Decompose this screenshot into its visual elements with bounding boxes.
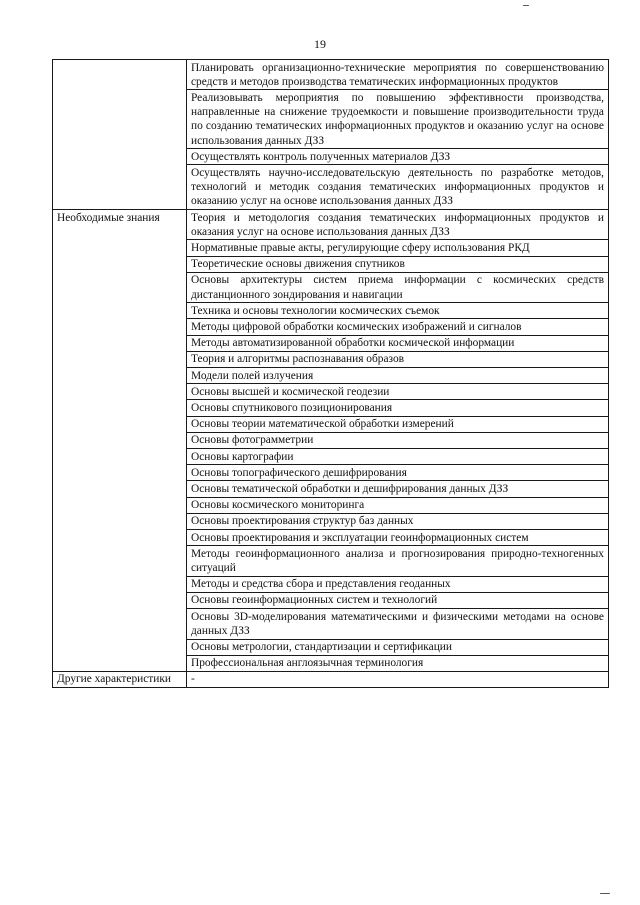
- empty-label-cell: [53, 60, 187, 210]
- qualification-table: [52, 59, 609, 688]
- knowledge-item: Основы фотограмметрии: [187, 432, 609, 448]
- knowledge-item: Основы высшей и космической геодезии: [187, 384, 609, 400]
- knowledge-item: Основы тематической обработки и дешифрирования данных ДЗЗ: [187, 481, 609, 497]
- task-item: Реализовывать мероприятия по повышению эффективности производства, направленные на снижение трудоемкости и повышение производительности труда по созданию тематических информационных продуктов и оказанию услуг на основе использования данных ДЗЗ: [187, 90, 609, 149]
- knowledge-item: Модели полей излучения: [187, 368, 609, 384]
- table-row: [53, 671, 609, 687]
- knowledge-item: Основы архитектуры систем приема информации с космических средств дистанционного зондирования и навигации: [187, 272, 609, 302]
- knowledge-item: Основы картографии: [187, 449, 609, 465]
- knowledge-item: Основы проектирования структур баз данных: [187, 513, 609, 529]
- knowledge-item: Теоретические основы движения спутников: [187, 256, 609, 272]
- other-value: -: [187, 671, 609, 687]
- knowledge-item: Методы цифровой обработки космических изображений и сигналов: [187, 319, 609, 335]
- task-item: Планировать организационно-технические мероприятия по совершенствованию средств и методов производства тематических информационных продуктов: [187, 60, 609, 90]
- knowledge-item: Основы проектирования и эксплуатации геоинформационных систем: [187, 530, 609, 546]
- knowledge-label: Необходимые знания: [53, 210, 187, 672]
- knowledge-item: Основы космического мониторинга: [187, 497, 609, 513]
- table-row: [53, 210, 609, 240]
- knowledge-item: Нормативные правые акты, регулирующие сферу использования РКД: [187, 240, 609, 256]
- knowledge-item: Методы автоматизированной обработки космической информации: [187, 335, 609, 351]
- knowledge-item: Основы метрологии, стандартизации и сертификации: [187, 639, 609, 655]
- scan-speck: [600, 893, 610, 894]
- knowledge-item: Основы топографического дешифрирования: [187, 465, 609, 481]
- other-label: Другие характеристики: [53, 671, 187, 687]
- table-row: [53, 60, 609, 90]
- knowledge-item: Профессиональная англоязычная терминология: [187, 655, 609, 671]
- knowledge-item: Техника и основы технологии космических съемок: [187, 303, 609, 319]
- knowledge-item: Теория и алгоритмы распознавания образов: [187, 351, 609, 367]
- knowledge-item: Методы геоинформационного анализа и прогнозирования природно-техногенных ситуаций: [187, 546, 609, 576]
- scan-speck: [523, 5, 529, 6]
- knowledge-item: Методы и средства сбора и представления геоданных: [187, 576, 609, 592]
- page-number: 19: [314, 37, 326, 51]
- knowledge-item: Основы спутникового позиционирования: [187, 400, 609, 416]
- task-item: Осуществлять научно-исследовательскую деятельность по разработке методов, технологий и методик создания тематических информационных продуктов и оказанию услуг на основе использования данных ДЗЗ: [187, 165, 609, 210]
- knowledge-item: Основы теории математической обработки измерений: [187, 416, 609, 432]
- knowledge-item: Теория и методология создания тематических информационных продуктов и оказания услуг на основе использования данных ДЗЗ: [187, 210, 609, 240]
- knowledge-item: Основы 3D-моделирования математическими и физическими методами на основе данных ДЗЗ: [187, 609, 609, 639]
- knowledge-item: Основы геоинформационных систем и технологий: [187, 592, 609, 608]
- task-item: Осуществлять контроль полученных материалов ДЗЗ: [187, 149, 609, 165]
